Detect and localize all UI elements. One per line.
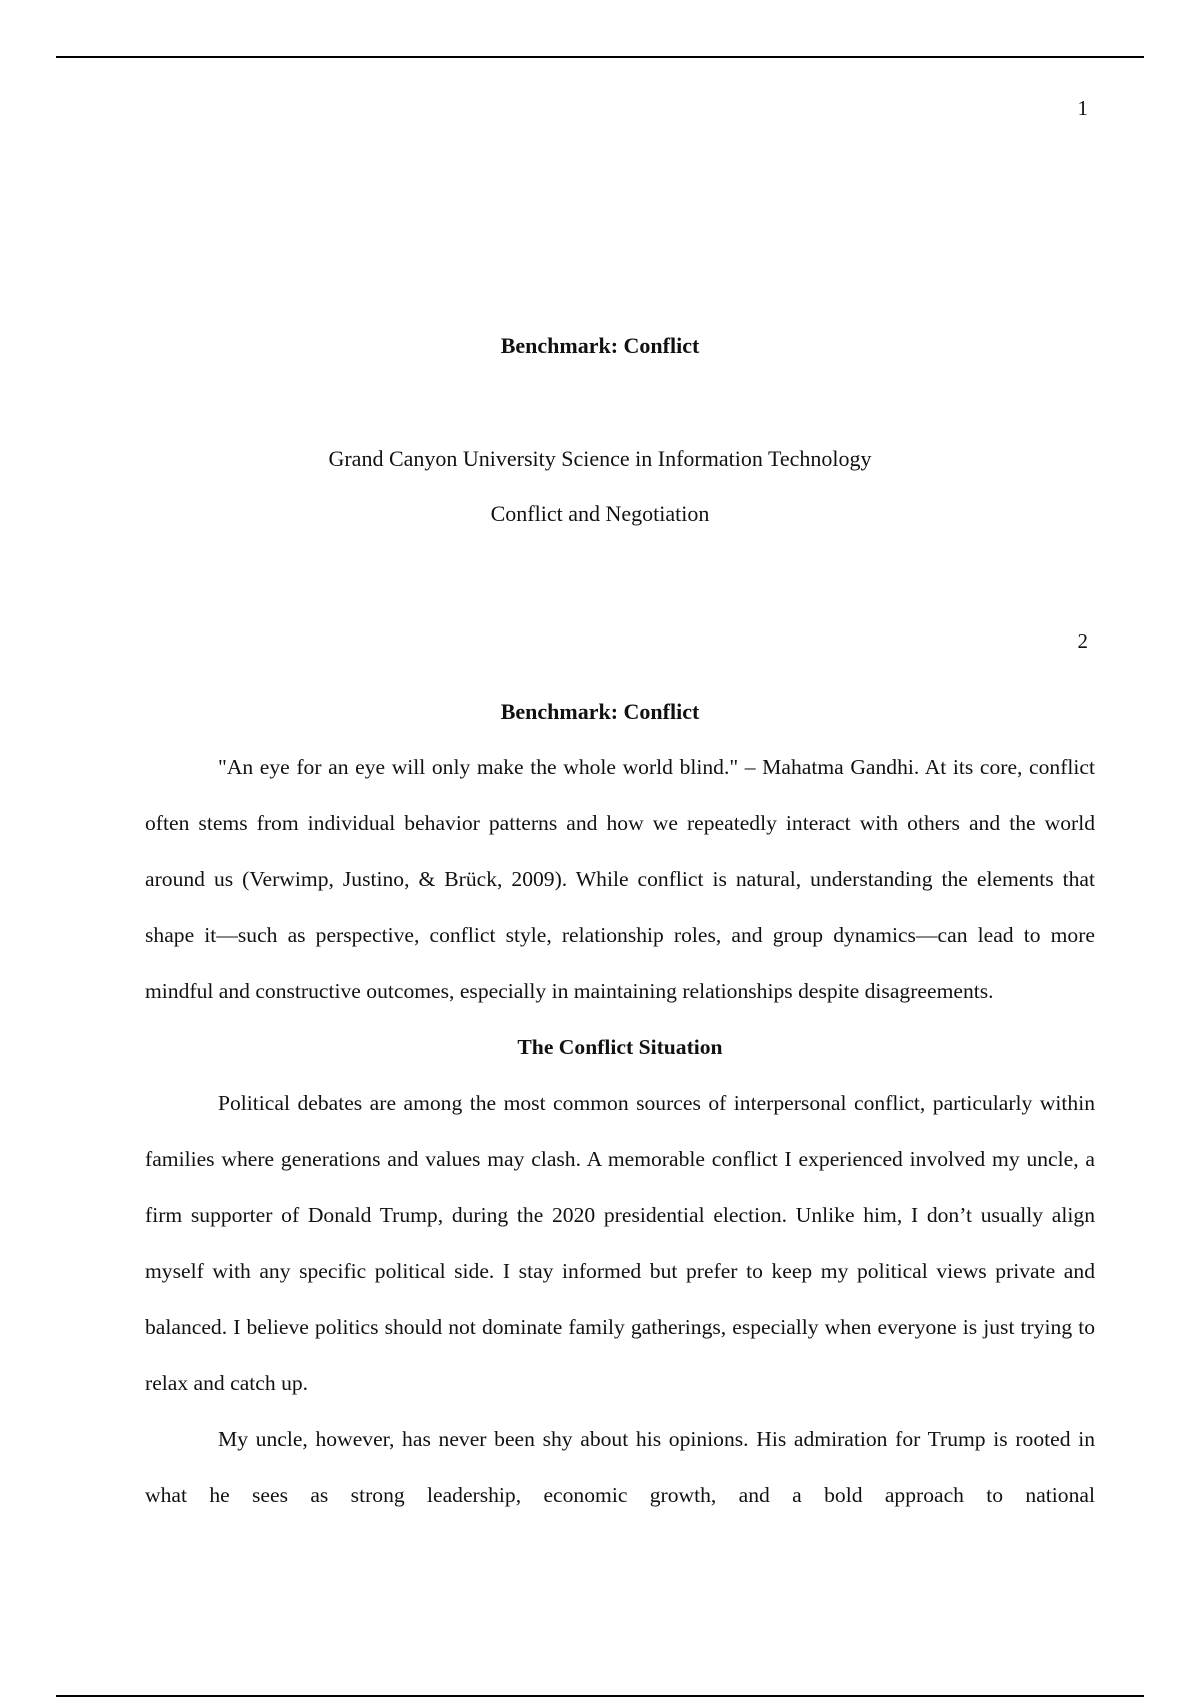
intro-paragraph: "An eye for an eye will only make the whole world blind." – Mahatma Gandhi. At its core, conflict often stems from individual behavior patterns and how we repeatedly interact with others and the world around us (Verwimp, Justino, & Brück, 2009). While conflict is natural, understanding the elements that shape it—such as perspective, conflict style, relationship roles, and group dynamics—can lead to more mindful and constructive outcomes, especially in maintaining relationships despite disagreements. — [145, 755, 1095, 1003]
page-top-border — [56, 56, 1144, 58]
page-number-2: 2 — [1077, 629, 1088, 653]
body-text — [145, 739, 1095, 1523]
page-bottom-border — [56, 1695, 1144, 1697]
section-heading: The Conflict Situation — [517, 1035, 723, 1059]
course-line: Conflict and Negotiation — [490, 501, 710, 526]
page-number-1: 1 — [1077, 96, 1088, 120]
title-page-title: Benchmark: Conflict — [500, 333, 700, 358]
page-title: Benchmark: Conflict — [500, 699, 700, 724]
body-paragraph: Political debates are among the most common sources of interpersonal conflict, particularly within families where generations and values may clash. A memorable conflict I experienced involved my uncle, a firm supporter of Donald Trump, during the 2020 presidential election. Unlike him, I don’t usually align myself with any specific political side. I stay informed but prefer to keep my political views private and balanced. I believe politics should not dominate family gatherings, especially when everyone is just trying to relax and catch up. — [145, 1091, 1095, 1395]
institution-line: Grand Canyon University Science in Information Technology — [328, 446, 872, 471]
body-paragraph: My uncle, however, has never been shy about his opinions. His admiration for Trump is rooted in what he sees as strong leadership, economic growth, and a bold approach to national — [145, 1427, 1095, 1507]
